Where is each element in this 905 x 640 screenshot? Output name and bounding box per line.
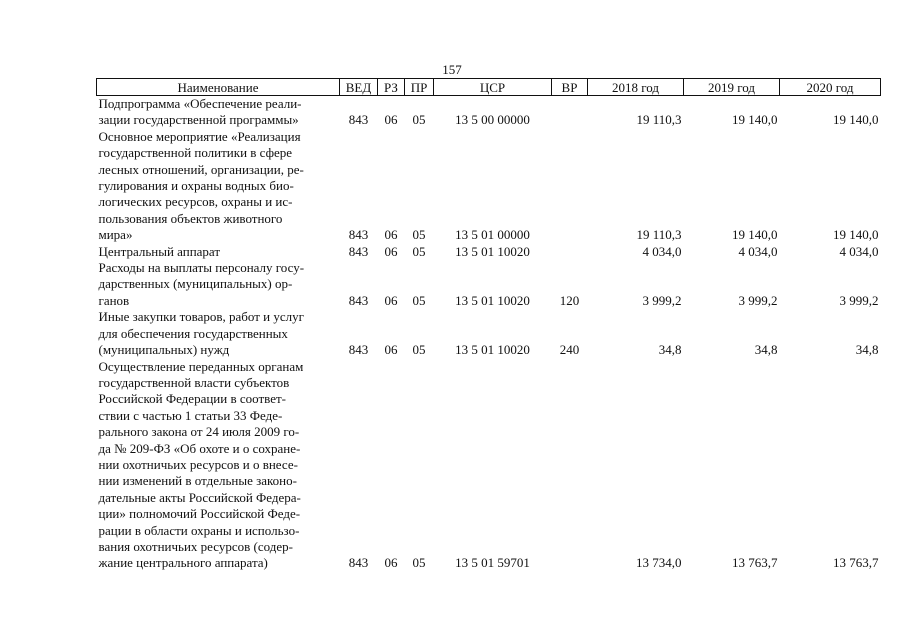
cell-pr: 05 [412, 555, 426, 571]
cell-2019: 3 999,2 [738, 292, 778, 308]
cell-csr: 13 5 00 00000 [455, 112, 530, 128]
name-line: дательные акты Российской Федера- [98, 489, 301, 505]
cell-2020: 4 034,0 [839, 243, 879, 259]
name-line: жание центрального аппарата) [98, 555, 268, 571]
cell-2020: 34,8 [855, 342, 879, 358]
name-line: рального закона от 24 июля 2009 го- [98, 424, 300, 440]
name-line: государственной власти субъектов [98, 374, 290, 390]
name-line: логических ресурсов, охраны и ис- [98, 194, 293, 210]
cell-pr: 05 [412, 227, 426, 243]
cell-vr [552, 244, 588, 260]
cell-vr [552, 359, 588, 572]
cell-ved: 843 [348, 112, 369, 128]
name-line: дарственных (муниципальных) ор- [98, 276, 293, 292]
cell-csr: 13 5 01 10020 [455, 342, 530, 358]
cell-ved: 843 [348, 555, 369, 571]
table-row [97, 244, 881, 260]
cell-name [97, 96, 340, 129]
cell-2019: 13 763,7 [732, 555, 778, 571]
cell-name [97, 359, 340, 572]
table-row [97, 260, 881, 309]
cell-name [97, 309, 340, 358]
table-header-row [97, 79, 881, 96]
cell-2019: 34,8 [754, 342, 778, 358]
name-line: (муниципальных) нужд [98, 342, 230, 358]
cell-2018: 3 999,2 [642, 292, 682, 308]
cell-name [97, 244, 340, 260]
cell-rz: 06 [384, 112, 398, 128]
header-rz: РЗ [378, 79, 405, 96]
cell-2019: 19 140,0 [732, 112, 778, 128]
cell-vr [552, 96, 588, 129]
name-line: гулирования и охраны водных био- [98, 178, 294, 194]
cell-2020: 13 763,7 [833, 555, 879, 571]
cell-2018: 4 034,0 [642, 243, 682, 259]
name-line: Расходы на выплаты персоналу госу- [98, 260, 305, 276]
table-row [97, 129, 881, 244]
name-line: Центральный аппарат [98, 243, 221, 259]
header-csr: ЦСР [434, 79, 552, 96]
header-ved: ВЕД [340, 79, 378, 96]
header-pr: ПР [405, 79, 434, 96]
header-2020: 2020 год [780, 79, 881, 96]
header-vr: ВР [552, 79, 588, 96]
cell-rz: 06 [384, 292, 398, 308]
cell-vr: 120 [559, 292, 580, 308]
cell-pr: 05 [412, 342, 426, 358]
name-line: государственной политики в сфере [98, 145, 293, 161]
cell-csr: 13 5 01 10020 [455, 292, 530, 308]
table-row [97, 309, 881, 358]
name-line: ции» полномочий Российской Феде- [98, 506, 301, 522]
cell-2020: 19 140,0 [833, 112, 879, 128]
cell-ved: 843 [348, 243, 369, 259]
cell-pr: 05 [412, 243, 426, 259]
name-line: Подпрограмма «Обеспечение реали- [98, 96, 302, 111]
budget-table [96, 78, 881, 572]
cell-pr: 05 [412, 112, 426, 128]
cell-rz: 06 [384, 227, 398, 243]
name-line: пользования объектов животного [98, 210, 283, 226]
cell-csr: 13 5 01 10020 [455, 243, 530, 259]
cell-ved: 843 [348, 292, 369, 308]
name-line: лесных отношений, организации, ре- [98, 161, 304, 177]
cell-name [97, 260, 340, 309]
page-number: 157 [442, 62, 462, 77]
cell-name [97, 129, 340, 244]
name-line: нии охотничьих ресурсов и о внесе- [98, 456, 298, 472]
cell-rz: 06 [384, 342, 398, 358]
name-line: да № 209-ФЗ «Об охоте и о сохране- [98, 440, 301, 456]
name-line: вания охотничьих ресурсов (содер- [98, 538, 293, 554]
name-line: Основное мероприятие «Реализация [98, 128, 301, 144]
name-line: Иные закупки товаров, работ и услуг [98, 309, 304, 325]
cell-rz: 06 [384, 555, 398, 571]
cell-2019: 4 034,0 [738, 243, 778, 259]
cell-pr: 05 [412, 292, 426, 308]
name-line: мира» [98, 227, 133, 243]
cell-ved: 843 [348, 342, 369, 358]
name-line: зации государственной программы» [98, 112, 299, 128]
header-2019: 2019 год [684, 79, 780, 96]
cell-vr: 240 [559, 342, 580, 358]
name-line: ганов [98, 292, 130, 308]
name-line: нии изменений в отдельные законо- [98, 473, 297, 489]
cell-rz: 06 [384, 243, 398, 259]
cell-2018: 19 110,3 [636, 112, 682, 128]
cell-2020: 3 999,2 [839, 292, 879, 308]
table-row [97, 96, 881, 129]
name-line: Российской Федерации в соответ- [98, 391, 286, 407]
name-line: рации в области охраны и использо- [98, 522, 300, 538]
cell-ved: 843 [348, 227, 369, 243]
name-line: для обеспечения государственных [98, 325, 288, 341]
cell-2019: 19 140,0 [732, 227, 778, 243]
cell-2018: 13 734,0 [636, 555, 682, 571]
name-line: Осуществление переданных органам [98, 358, 304, 374]
header-2018: 2018 год [588, 79, 684, 96]
header-name: Наименование [97, 79, 340, 96]
name-line: ствии с частью 1 статьи 33 Феде- [98, 407, 283, 423]
cell-csr: 13 5 01 59701 [455, 555, 530, 571]
cell-2020: 19 140,0 [833, 227, 879, 243]
cell-vr [552, 129, 588, 244]
table-body [97, 96, 881, 572]
cell-csr: 13 5 01 00000 [455, 227, 530, 243]
cell-2018: 19 110,3 [636, 227, 682, 243]
cell-2018: 34,8 [658, 342, 682, 358]
table-row [97, 359, 881, 572]
